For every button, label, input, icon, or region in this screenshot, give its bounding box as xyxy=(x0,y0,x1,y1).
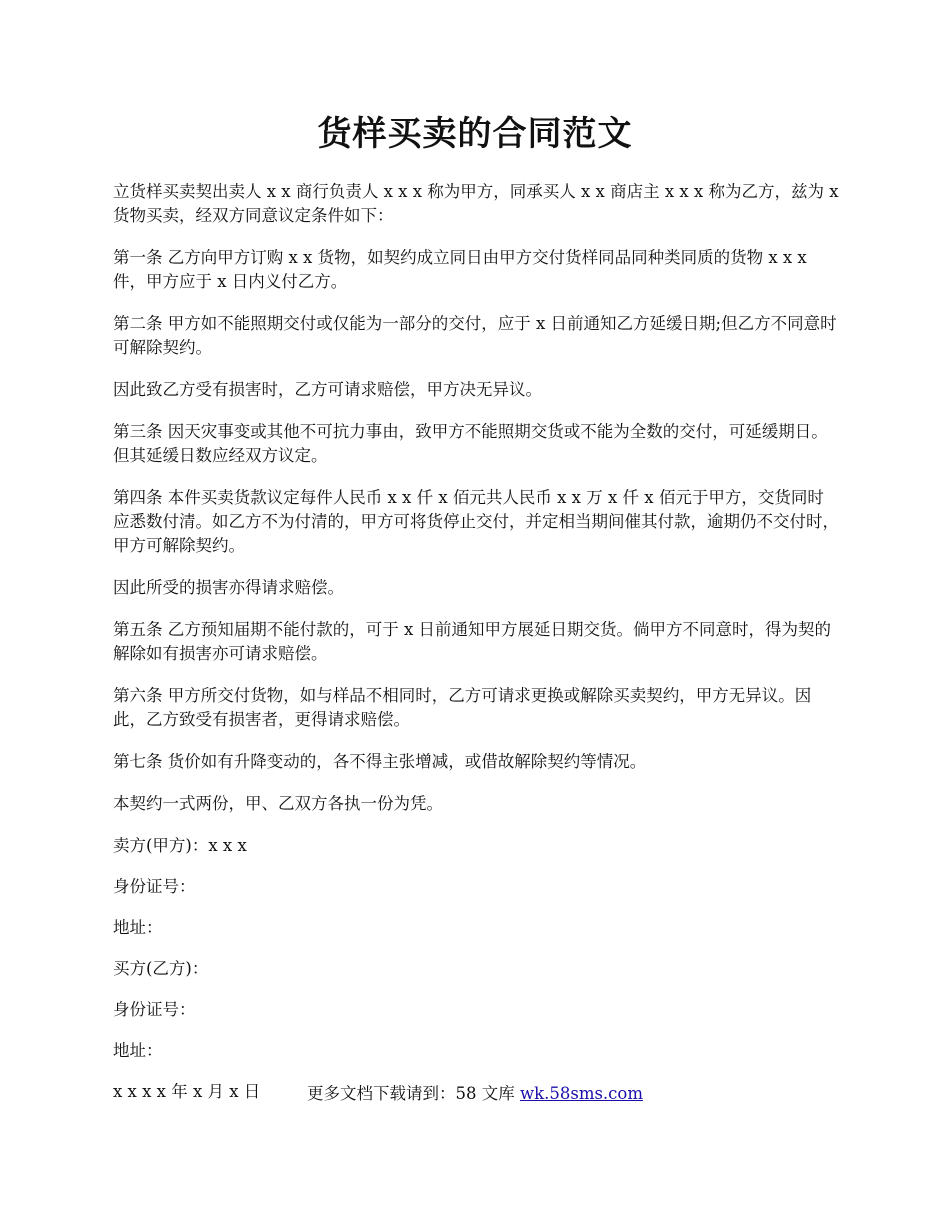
date-line: x x x x 年 x 月 x 日 xyxy=(113,1082,261,1101)
copies-clause: 本契约一式两份，甲、乙双方各执一份为凭。 xyxy=(113,794,443,813)
article-6: 第六条 甲方所交付货物，如与样品不相同时，乙方可请求更换或解除买卖契约，甲方无异议。因此，乙方致受有损害者，更得请求赔偿。 xyxy=(113,686,812,729)
seller-line: 卖方(甲方)：x x x xyxy=(113,836,247,855)
article-4-note: 因此所受的损害亦得请求赔偿。 xyxy=(113,578,344,597)
seller-address-line: 地址： xyxy=(113,918,163,937)
footer-link[interactable]: wk.58sms.com xyxy=(519,1084,643,1103)
buyer-id-line: 身份证号： xyxy=(113,1000,196,1019)
article-2-note: 因此致乙方受有损害时，乙方可请求赔偿，甲方决无异议。 xyxy=(113,380,542,399)
buyer-line: 买方(乙方)： xyxy=(113,959,209,978)
footer-text: 更多文档下载请到：58 文库 xyxy=(306,1084,520,1103)
article-7: 第七条 货价如有升降变动的，各不得主张增减，或借故解除契约等情况。 xyxy=(113,752,647,771)
intro-paragraph: 立货样买卖契出卖人 x x 商行负责人 x x x 称为甲方，同承买人 x x 商店主 x x x 称为乙方，兹为 x 货物买卖，经双方同意议定条件如下： xyxy=(113,182,839,225)
article-2: 第二条 甲方如不能照期交付或仅能为一部分的交付，应于 x 日前通知乙方延缓日期;但乙方不同意时可解除契约。 xyxy=(113,314,837,357)
article-5: 第五条 乙方预知届期不能付款的，可于 x 日前通知甲方展延日期交货。倘甲方不同意时，得为契的解除如有损害亦可请求赔偿。 xyxy=(113,620,832,663)
article-4: 第四条 本件买卖货款议定每件人民币 x x 仟 x 佰元共人民币 x x 万 x 仟 x 佰元于甲方，交货同时应悉数付清。如乙方不为付清的，甲方可将货停止交付，并定相当期间催其付款，逾期仍不交付时，甲方可解除契约。 xyxy=(113,488,839,555)
article-3: 第三条 因天灾事变或其他不可抗力事由，致甲方不能照期交货或不能为全数的交付，可延缓期日。但其延缓日数应经双方议定。 xyxy=(113,422,828,465)
document-title: 货样买卖的合同范文 xyxy=(317,114,633,154)
document-body xyxy=(113,180,840,1121)
seller-id-line: 身份证号： xyxy=(113,877,196,896)
buyer-address-line: 地址： xyxy=(113,1041,163,1060)
footer xyxy=(0,1082,950,1106)
article-1: 第一条 乙方向甲方订购 x x 货物，如契约成立同日由甲方交付货样同品同种类同质的货物 x x x 件，甲方应于 x 日内义付乙方。 xyxy=(113,248,807,291)
